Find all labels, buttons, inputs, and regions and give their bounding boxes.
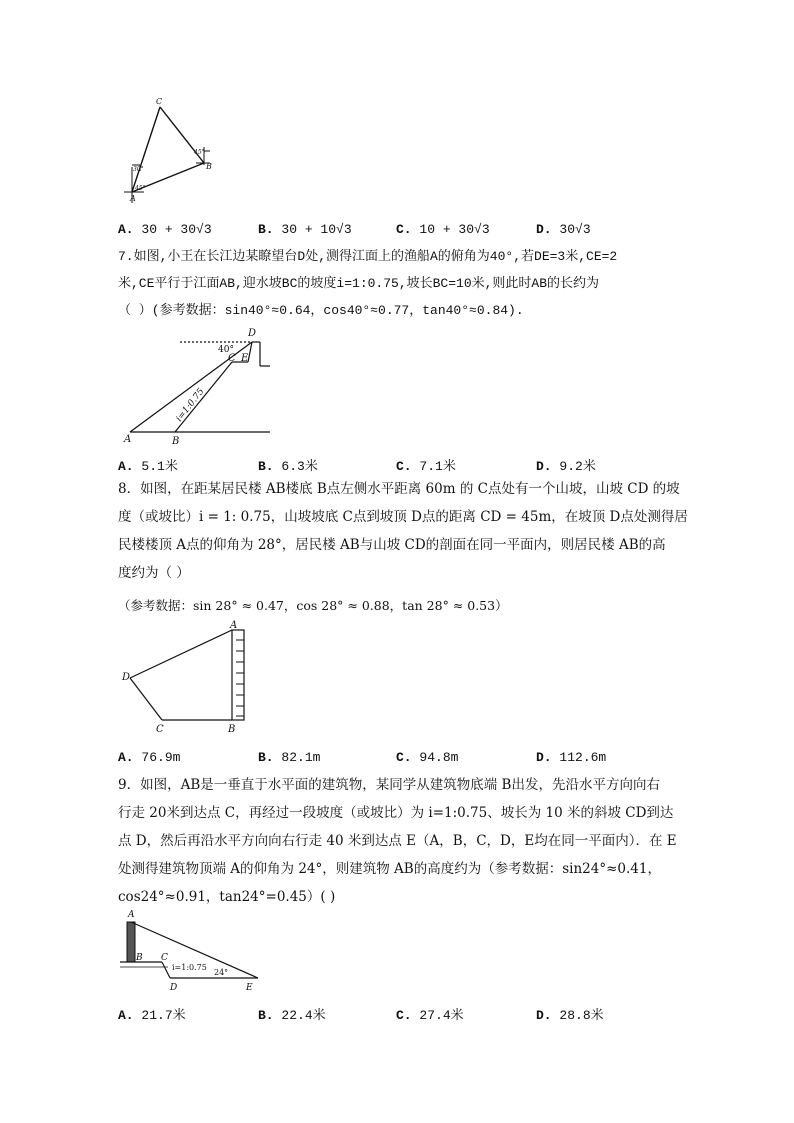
- q7-label-a: A: [124, 434, 132, 445]
- q8-line-1: 8．如图，在距某居民楼 AB楼底 B点左侧水平距离 60m 的 C点处有一个山坡，山坡 CD 的坡: [118, 481, 680, 497]
- q8-label-d: D: [122, 672, 131, 683]
- q9-line-2: 行走 20米到达点 C，再经过一段坡度（或坡比）为 i=1:0.75、坡长为 10 米的斜坡 CD到达: [118, 805, 674, 821]
- q6-label-c: C: [156, 97, 163, 106]
- q7-slope-label: i=1:0.75: [174, 386, 207, 424]
- q7-option-d[interactable]: D. 9.2米: [536, 459, 596, 474]
- q7-option-b[interactable]: B. 6.3米: [258, 459, 318, 474]
- q8-label-a: A: [230, 620, 238, 631]
- q9-label-e: E: [246, 983, 253, 993]
- q8-option-d[interactable]: D. 112.6m: [536, 750, 607, 765]
- q6-option-d[interactable]: D. 30√3: [536, 222, 591, 237]
- q6-figure: [120, 95, 220, 205]
- q6-label-b: B: [206, 162, 212, 171]
- q7-label-c: C: [228, 353, 236, 364]
- q8-line-2: 度（或坡比）i = 1: 0.75，山坡坡底 C点到坡顶 D点的距离 CD = 45m，在坡顶 D点处测得居: [118, 509, 688, 525]
- q9-label-d: D: [170, 983, 178, 993]
- q8-label-b: B: [228, 724, 236, 735]
- q9-line-1: 9．如图，AB是一垂直于水平面的建筑物，某同学从建筑物底端 B出发，先沿水平方向向右: [118, 777, 660, 793]
- q7-angle-40: 40°: [218, 345, 234, 355]
- q7-label-d: D: [248, 328, 257, 339]
- q9-label-b: B: [136, 953, 143, 963]
- q9-figure: [118, 908, 268, 996]
- q8-line-3: 民楼楼顶 A点的仰角为 28°，居民楼 AB与山坡 CD的剖面在同一平面内，则居民楼 AB的高: [118, 537, 666, 553]
- q8-reference: （参考数据：sin 28° ≈ 0.47，cos 28° ≈ 0.88，tan 28° ≈ 0.53）: [118, 598, 508, 613]
- q8-figure: [118, 620, 258, 738]
- q9-label-a: A: [128, 910, 135, 920]
- q9-option-a[interactable]: A. 21.7米: [118, 1008, 186, 1023]
- q7-line-2: 米,CE平行于江面AB,迎水坡BC的坡度i=1:0.75,坡长BC=10米,则此时AB的长约为: [118, 276, 600, 291]
- q9-slope-label: i=1:0.75: [172, 963, 207, 972]
- q9-line-4: 处测得建筑物顶端 A的仰角为 24°，则建筑物 AB的高度约为（参考数据：sin24°≈0.41，: [118, 861, 661, 877]
- q9-option-b[interactable]: B. 22.4米: [258, 1008, 326, 1023]
- q7-label-b: B: [172, 436, 180, 447]
- q9-line-3: 点 D，然后再沿水平方向向右行走 40 米到达点 E（A，B，C，D，E均在同一平面内）．在 E: [118, 833, 677, 849]
- q6-option-b[interactable]: B. 30 + 10√3: [258, 222, 352, 237]
- q7-line-1: 7.如图,小王在长江边某瞭望台D处,测得江面上的渔船A的俯角为40°,若DE=3米,CE=2: [118, 249, 618, 264]
- q8-options: [118, 750, 758, 770]
- q8-option-c[interactable]: C. 94.8m: [396, 750, 459, 765]
- q9-line-5: cos24°≈0.91，tan24°=0.45）( ): [118, 889, 336, 905]
- q6-angle-45-top: 45°: [194, 149, 205, 156]
- q7-line-3: （ ）(参考数据：sin40°≈0.64，cos40°≈0.77，tan40°≈0.84).: [118, 303, 524, 318]
- q7-figure: [120, 328, 280, 448]
- q6-angle-45-bottom: 45°: [135, 185, 146, 192]
- q6-options: [118, 222, 758, 242]
- q6-option-c[interactable]: C. 10 + 30√3: [396, 222, 490, 237]
- q6-label-a: A: [130, 194, 136, 203]
- q9-label-c: C: [161, 953, 168, 963]
- q8-option-b[interactable]: B. 82.1m: [258, 750, 321, 765]
- q9-options: [118, 1004, 758, 1024]
- q6-angle-30: 30°: [133, 166, 144, 173]
- q7-option-c[interactable]: C. 7.1米: [396, 459, 456, 474]
- q9-angle-24: 24°: [214, 968, 229, 977]
- q8-option-a[interactable]: A. 76.9m: [118, 750, 181, 765]
- q8-line-4: 度约为（ ）: [118, 565, 190, 581]
- q7-options: [118, 455, 758, 475]
- q9-option-c[interactable]: C. 27.4米: [396, 1008, 464, 1023]
- q6-option-a[interactable]: A. 30 + 30√3: [118, 222, 212, 237]
- q7-label-e: E: [241, 353, 249, 364]
- q9-option-d[interactable]: D. 28.8米: [536, 1008, 604, 1023]
- q8-label-c: C: [156, 724, 164, 735]
- q7-option-a[interactable]: A. 5.1米: [118, 459, 178, 474]
